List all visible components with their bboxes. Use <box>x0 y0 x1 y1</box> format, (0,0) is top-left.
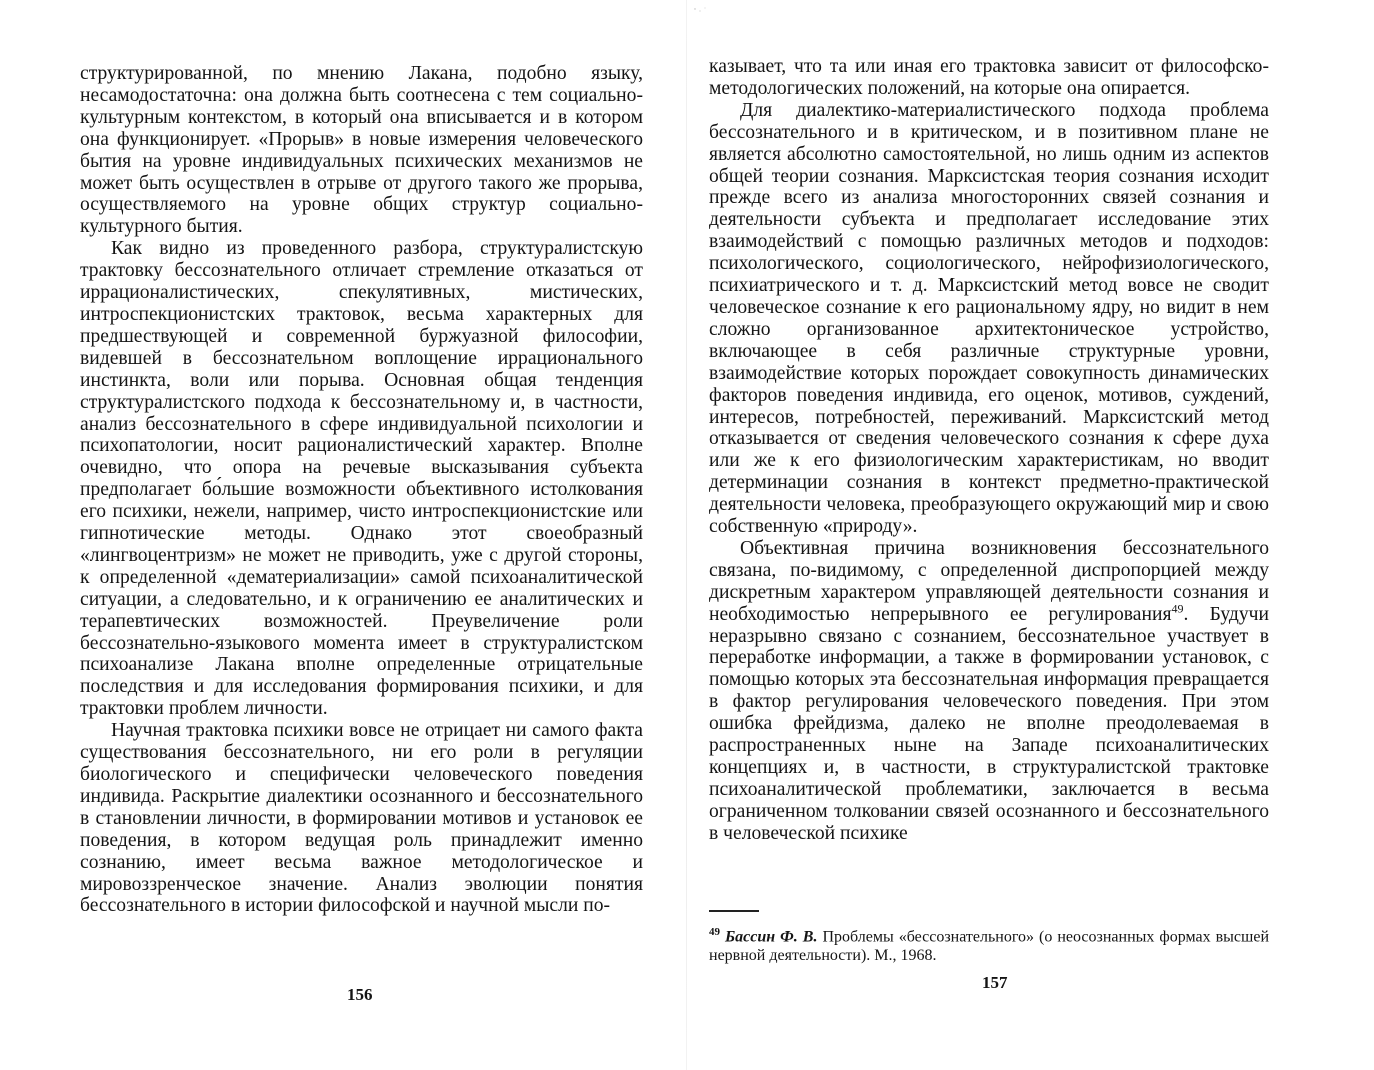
paragraph-text: . Будучи неразрывно связано с сознанием, бессознательное участвует в переработке информации, а также в формировании установок, с помощью которых эта бессознательная информация превращается в фактор регулирования человеческого поведения. При этом ошибка фрейдизма, далеко не вполне преодолеваемая в распространенных ныне на Западе психоаналитических концепциях и, в частности, в структуралистской трактовке психоаналитической проблематики, заключается в весьма ограниченном толковании связей осознанного и бессознательного в человеческой психике <box>709 603 1270 844</box>
footnote <box>709 923 1269 965</box>
paragraph: Для диалектико-материалистического подхода проблема бессознательного и в критическом, и в позитивном плане не является абсолютно самостоятельной, но лишь одним из аспектов общей теории сознания. Марксистская теория сознания исходит прежде всего из анализа многосторонних связей сознания и деятельности субъекта и предполагает исследование этих взаимодействий с помощью различных методов и подходов: психологического, социологического, нейрофизиологического, психиатрического и т. д. Марксистский метод вовсе не сводит человеческое сознание к его рациональному ядру, но видит в нем сложно организованное архитектоническое устройство, включающее в себя различные структурные уровни, взаимодействие которых порождает совокупность динамических факторов поведения индивида, его оценок, мотивов, суждений, интересов, потребностей, переживаний. Марксистский метод отказывается от сведения человеческого сознания к сфере духа или же к его физиологическим характеристикам, но вводит детерминации сознания в контекст предметно-практической деятельности человека, преобразующего окружающий мир и свою собственную «природу». <box>709 99 1269 538</box>
paragraph: структурированной, по мнению Лакана, подобно языку, несамодостаточна: она должна быть соотнесена с тем социально-культурным контекстом, в который она вписывается и в котором она функционирует. «Прорыв» в новые измерения человеческого бытия на уровне индивидуальных психических механизмов не может быть осуществлен в отрыве от другого такого же прорыва, осуществляемого на уровне общих структур социально-культурного бытия. <box>80 63 643 238</box>
left-page-text <box>80 63 643 917</box>
footnote-text: Проблемы «бессознательного» (о неосознанных формах высшей нервной деятельности). М., 1968. <box>709 928 1270 965</box>
footnote-reference: 49 <box>1171 601 1184 616</box>
paragraph: Как видно из проведенного разбора, структуралистскую трактовку бессознательного отличает стремление отказаться от иррационалистических, спекулятивных, мистических, интроспекционистских трактовок, весьма характерных для предшествующей и современной буржуазной философии, видевшей в бессознательном воплощение иррационального инстинкта, воли или порыва. Основная общая тенденция структуралистского подхода к бессознательному и, в частности, анализ бессознательного в сфере индивидуальной психологии и психопатологии, носит рационалистический характер. Вполне очевидно, что опора на речевые высказывания субъекта предполагает бо́льшие возможности объективного истолкования его психики, нежели, например, чисто интроспекционистские или гипнотические методы. Однако этот своеобразный «лингвоцентризм» не может не приводить, уже с другой стороны, к определенной «дематериализации» самой психоаналитической ситуации, а следовательно, и к ограничению ее аналитических и терапевтических возможностей. Преувеличение роли бессознательно-языкового момента имеет в структуралистском психоанализе Лакана вполне определенные отрицательные последствия и для исследования формирования психики, и для трактовки проблем личности. <box>80 238 643 720</box>
paragraph-text: Объективная причина возникновения бессознательного связана, по-видимому, с определенной диспропорцией между дискретным характером управляющей деятельности сознания и необходимостью непрерывного ее регулирования <box>709 537 1269 625</box>
right-page-text <box>709 56 1269 845</box>
right-page <box>687 0 1374 1070</box>
paragraph: Научная трактовка психики вовсе не отрицает ни самого факта существования бессознательного, ни его роли в регуляции биологического и специфически человеческого поведения индивида. Раскрытие диалектики осознанного и бессознательного в становлении личности, в формировании мотивов и установок ее поведения, в котором ведущая роль принадлежит именно сознанию, имеет весьма важное методологическое и мировоззренческое значение. Анализ эволюции понятия бессознательного в истории философской и научной мысли по- <box>80 720 643 917</box>
paragraph <box>709 538 1269 845</box>
footnote-divider <box>709 910 759 912</box>
paragraph: казывает, что та или иная его трактовка зависит от философско-методологических положений, на которые она опирается. <box>709 56 1269 99</box>
footnote-mark: 49 <box>709 926 720 938</box>
page-number-left: 156 <box>347 985 373 1004</box>
page-number-right: 157 <box>982 973 1008 992</box>
footnote-author: Бассин Ф. В. <box>725 928 818 946</box>
